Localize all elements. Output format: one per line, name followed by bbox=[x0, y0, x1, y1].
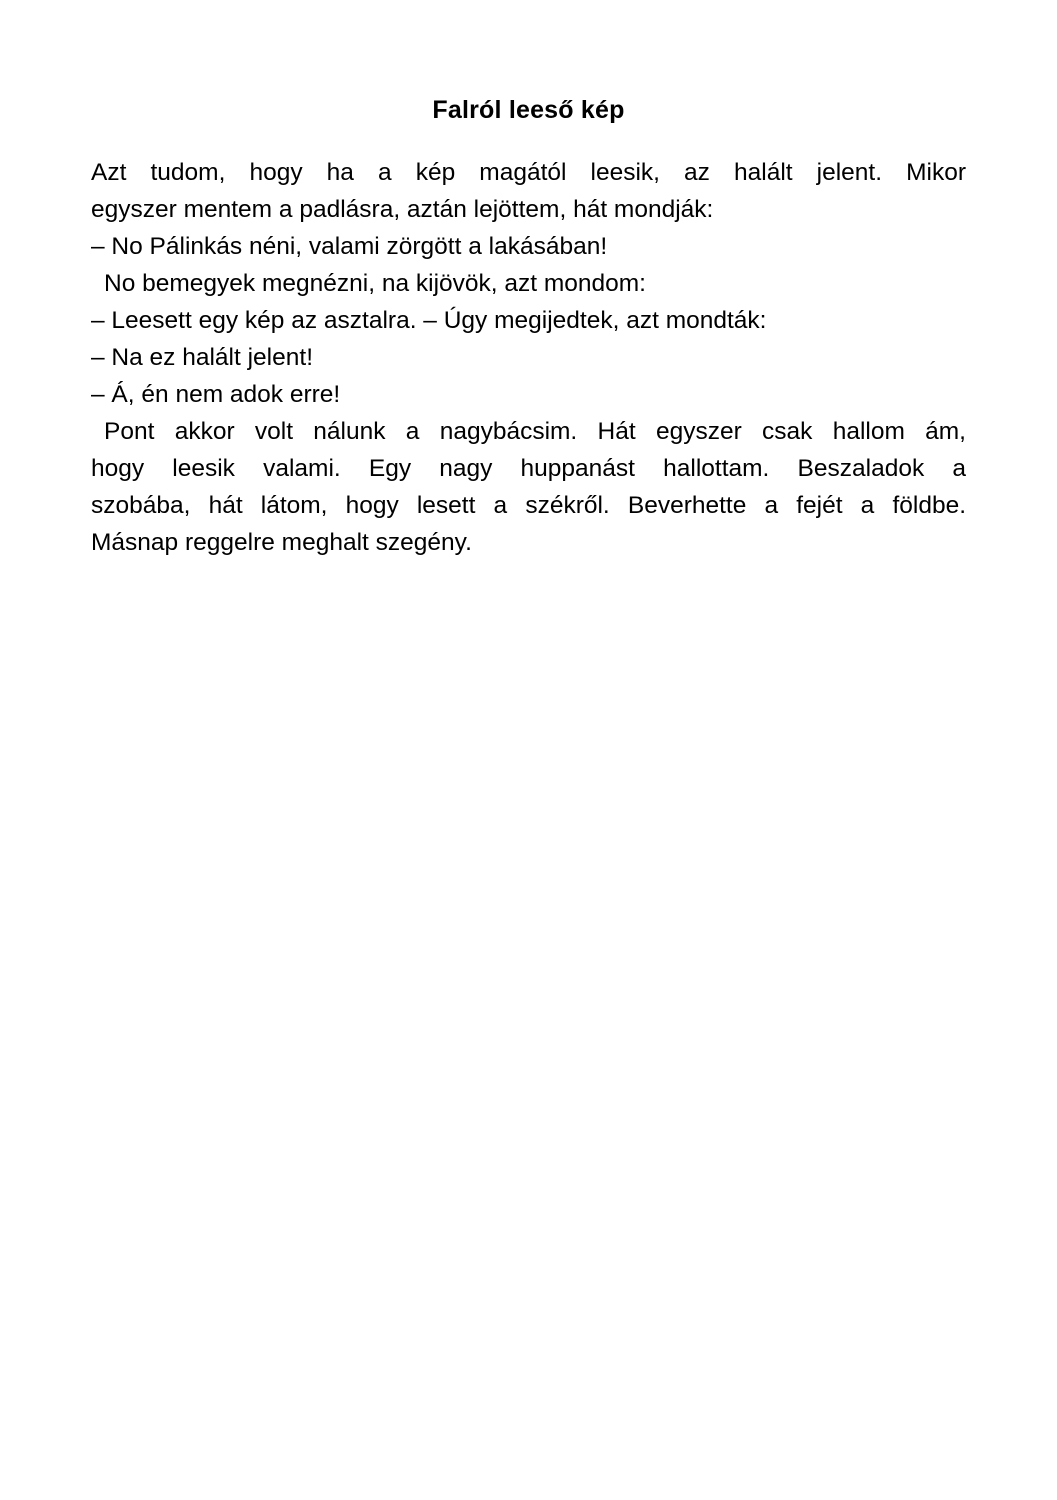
document-body bbox=[91, 154, 966, 561]
text-line: – Leesett egy kép az asztalra. – Úgy megijedtek, azt mondták: bbox=[91, 307, 767, 334]
document-title: Falról leeső kép bbox=[432, 96, 625, 124]
text-line: Azt tudom, hogy ha a kép magától leesik, az halált jelent. Mikor bbox=[91, 159, 966, 186]
text-line: – No Pálinkás néni, valami zörgött a lakásában! bbox=[91, 233, 608, 260]
text-line: egyszer mentem a padlásra, aztán lejöttem, hát mondják: bbox=[91, 196, 714, 223]
text-line: hogy leesik valami. Egy nagy huppanást hallottam. Beszaladok a bbox=[91, 455, 966, 482]
text-line: – Na ez halált jelent! bbox=[91, 344, 313, 371]
text-line: – Á, én nem adok erre! bbox=[91, 381, 341, 408]
document-page bbox=[91, 88, 966, 561]
text-line: Másnap reggelre meghalt szegény. bbox=[91, 529, 472, 556]
text-line: No bemegyek megnézni, na kijövök, azt mondom: bbox=[104, 270, 646, 297]
text-line: szobába, hát látom, hogy lesett a székről. Beverhette a fejét a földbe. bbox=[91, 492, 966, 519]
text-line: Pont akkor volt nálunk a nagybácsim. Hát egyszer csak hallom ám, bbox=[104, 418, 966, 445]
